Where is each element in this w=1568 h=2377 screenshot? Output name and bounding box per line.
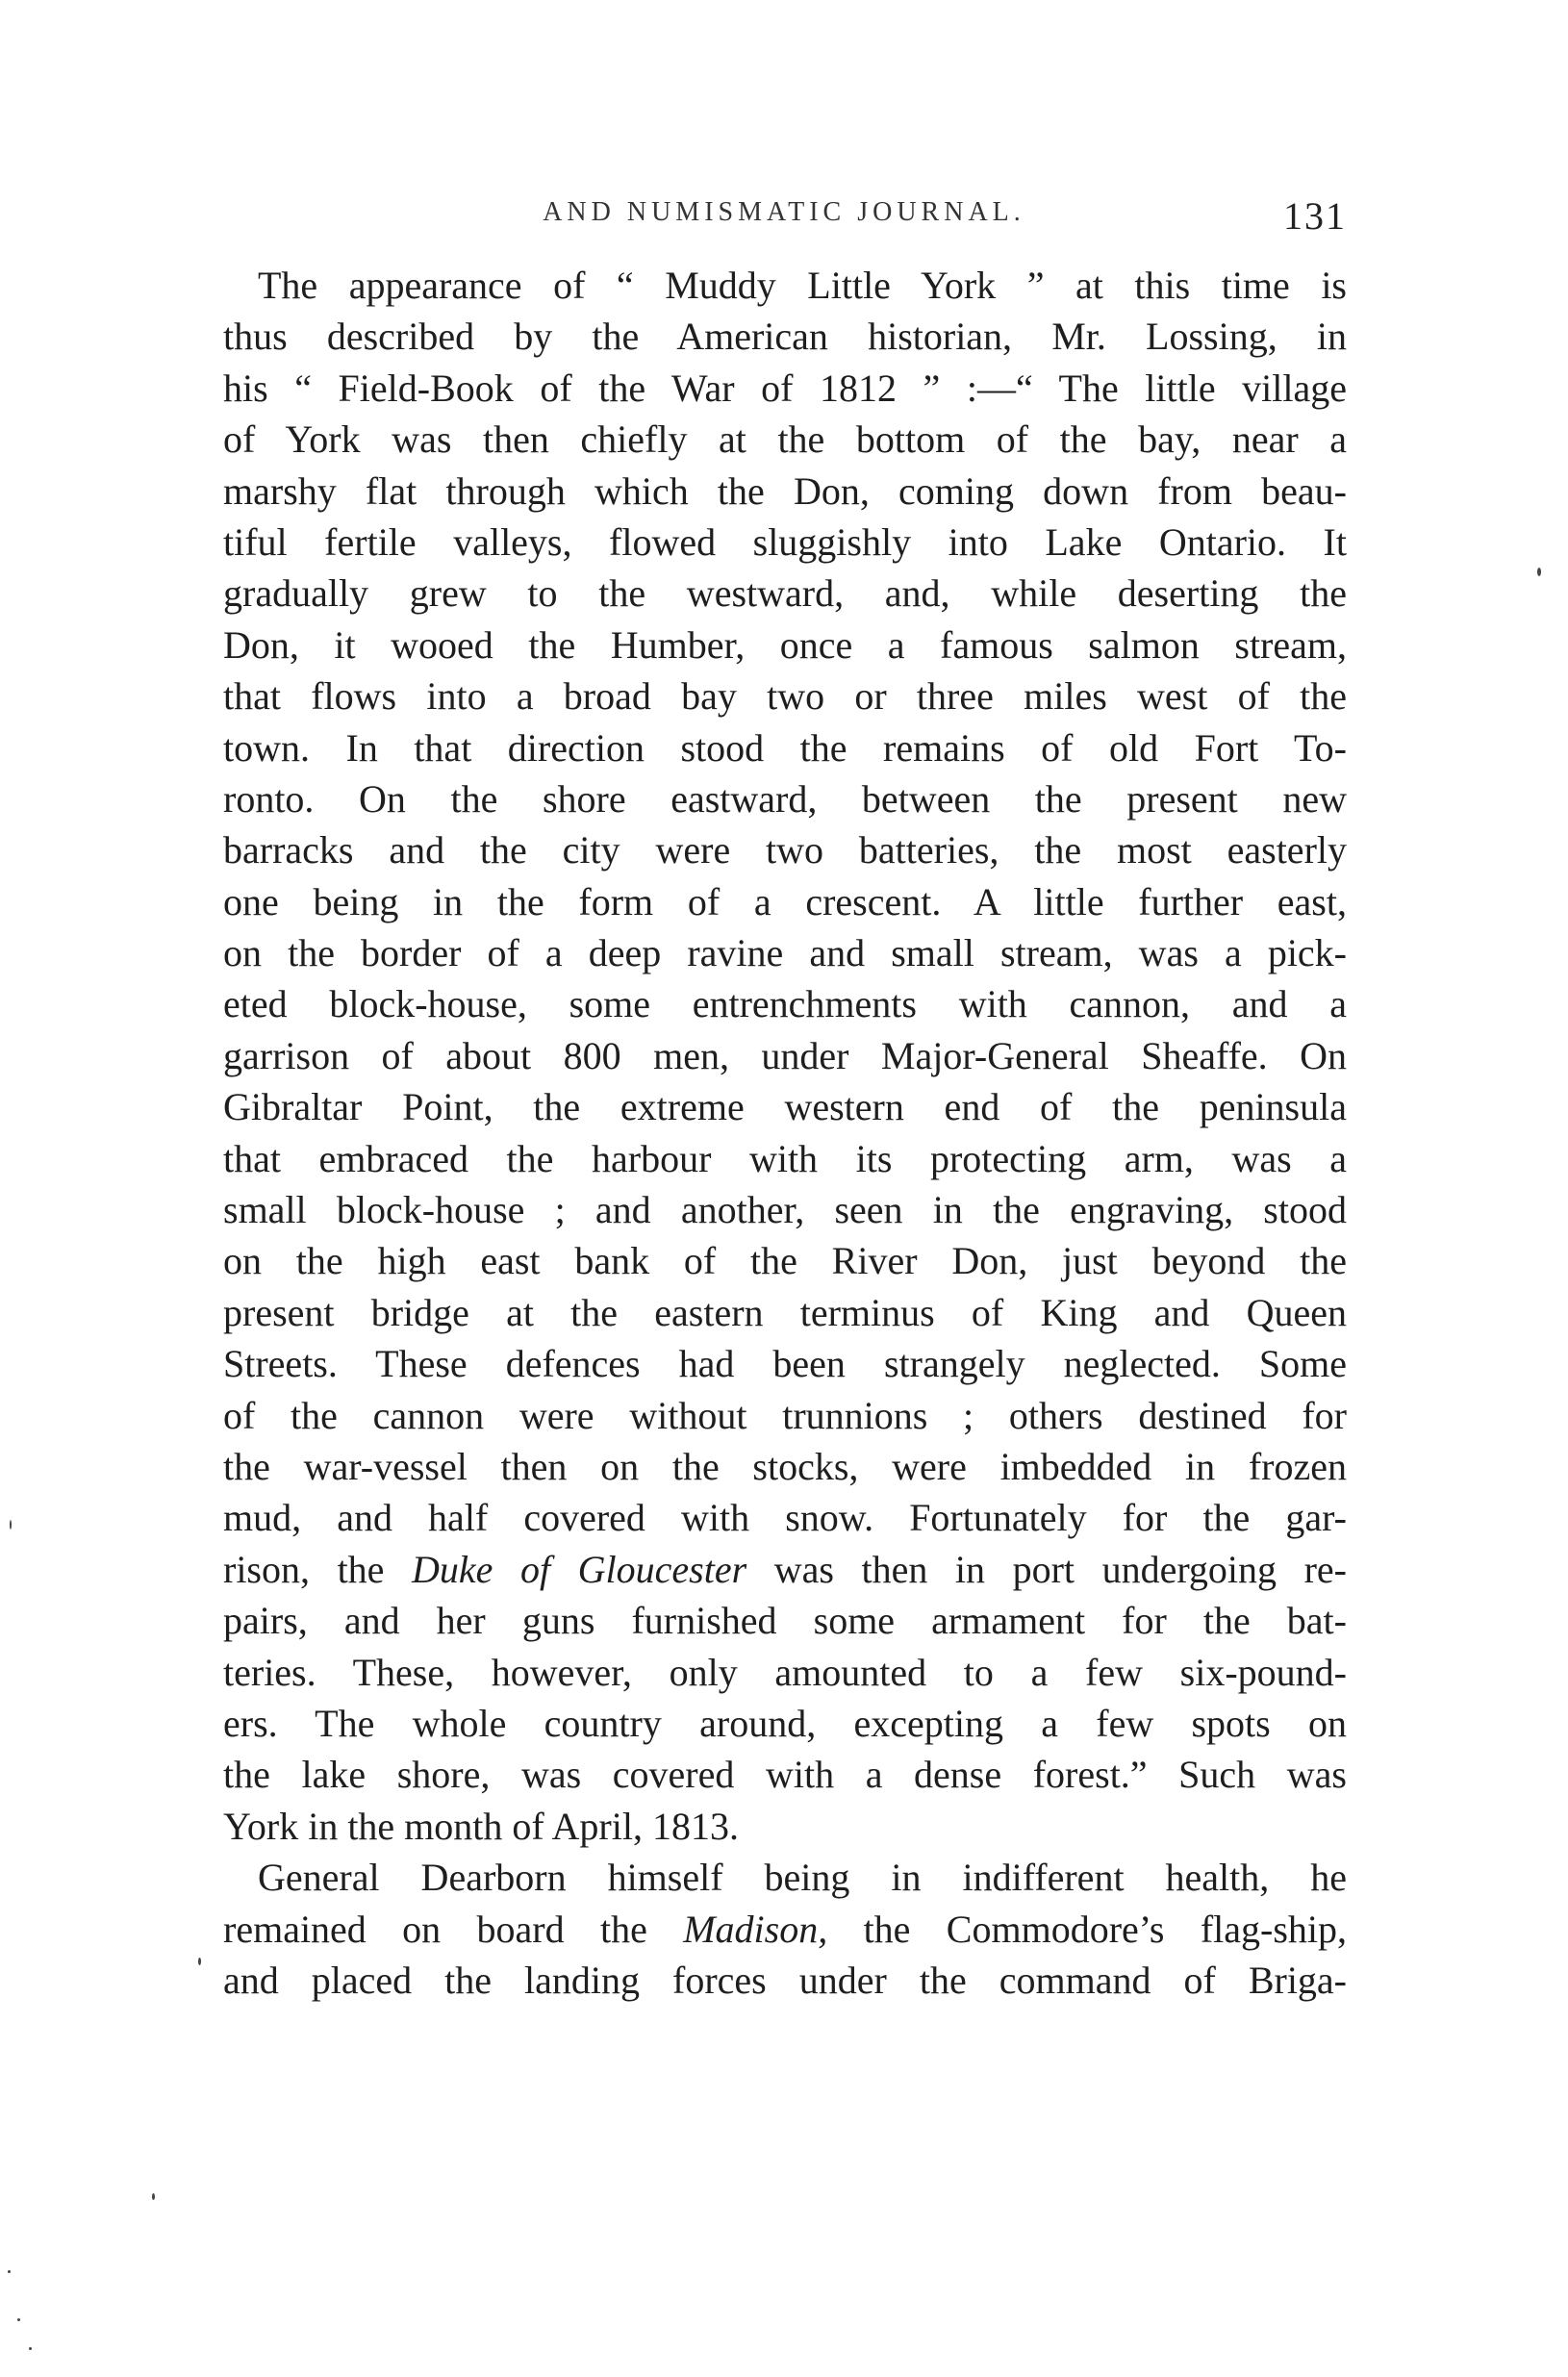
text-line: gradually grew to the westward, and, while deserting the <box>223 571 1347 616</box>
scan-speck <box>198 1958 201 1965</box>
text-line: one being in the form of a crescent. A little further east, <box>223 879 1347 923</box>
running-head: AND NUMISMATIC JOURNAL. <box>543 197 1025 227</box>
text-line: teries. These, however, only amounted to a few six-pound- <box>223 1650 1347 1694</box>
body-text <box>223 260 1347 2006</box>
text-line: present bridge at the eastern terminus of King and Queen <box>223 1290 1347 1334</box>
text-line: on the high east bank of the River Don, just beyond the <box>223 1239 1347 1283</box>
text-line: The appearance of “ Muddy Little York ” at this time is <box>258 264 1347 307</box>
text-line: that embraced the harbour with its protecting arm, was a <box>223 1136 1347 1180</box>
text-line: town. In that direction stood the remains of old Fort To- <box>223 725 1347 770</box>
text-line: on the border of a deep ravine and small stream, was a pick- <box>223 931 1347 975</box>
text-segment: the Commodore’s flag-ship, <box>827 1907 1348 1951</box>
scan-speck <box>10 1520 12 1530</box>
text-line-with-italic <box>223 1544 1347 1595</box>
text-line: Gibraltar Point, the extreme western end of the peninsula <box>223 1085 1347 1129</box>
text-segment: remained on board the <box>223 1907 684 1951</box>
text-line: eted block-house, some entrenchments with cannon, and a <box>223 982 1347 1026</box>
text-line: pairs, and her guns furnished some armament for the bat- <box>223 1599 1347 1643</box>
ship-name-italic: Madison, <box>683 1907 828 1951</box>
text-line: of York was then chiefly at the bottom of the bay, near a <box>223 417 1347 462</box>
text-segment: rison, the <box>223 1547 412 1591</box>
scan-speck <box>8 2270 11 2273</box>
text-line: garrison of about 800 men, under Major-General Sheaffe. On <box>223 1033 1347 1077</box>
text-line: marshy flat through which the Don, coming down from beau- <box>223 468 1347 513</box>
ship-name-italic: Duke of Gloucester <box>412 1547 747 1591</box>
text-line: General Dearborn himself being in indifferent health, he <box>258 1856 1347 1900</box>
text-line: tiful fertile valleys, flowed sluggishly into Lake Ontario. It <box>223 519 1347 564</box>
text-line: small block-house ; and another, seen in the engraving, stood <box>223 1188 1347 1232</box>
page-header <box>221 194 1347 255</box>
text-line: Streets. These defences had been strangely neglected. Some <box>223 1342 1347 1386</box>
paragraph-end-line: York in the month of April, 1813. <box>223 1804 739 1848</box>
text-line: his “ Field-Book of the War of 1812 ” :—“ The little village <box>223 366 1347 410</box>
scan-speck <box>1537 568 1541 576</box>
text-line: ers. The whole country around, excepting a few spots on <box>223 1701 1347 1745</box>
text-line: the war-vessel then on the stocks, were imbedded in frozen <box>223 1444 1347 1488</box>
text-line: ronto. On the shore eastward, between the present new <box>223 776 1347 821</box>
text-line: of the cannon were without trunnions ; others destined for <box>223 1393 1347 1437</box>
scan-speck <box>29 2347 32 2350</box>
text-line: the lake shore, was covered with a dense forest.” Such was <box>223 1753 1347 1797</box>
text-line: that flows into a broad bay two or three miles west of the <box>223 674 1347 719</box>
text-line: thus described by the American historian, Mr. Lossing, in <box>223 315 1347 359</box>
page-number: 131 <box>1283 194 1347 238</box>
scan-speck <box>17 2318 20 2321</box>
scan-speck <box>152 2193 155 2200</box>
text-line: Don, it wooed the Humber, once a famous salmon stream, <box>223 622 1347 667</box>
text-line-with-italic <box>223 1904 1347 1955</box>
text-line: and placed the landing forces under the command of Briga- <box>223 1958 1347 2002</box>
text-segment: was then in port undergoing re- <box>746 1547 1347 1591</box>
text-line: mud, and half covered with snow. Fortunately for the gar- <box>223 1496 1347 1540</box>
text-line: barracks and the city were two batteries, the most easterly <box>223 828 1347 872</box>
